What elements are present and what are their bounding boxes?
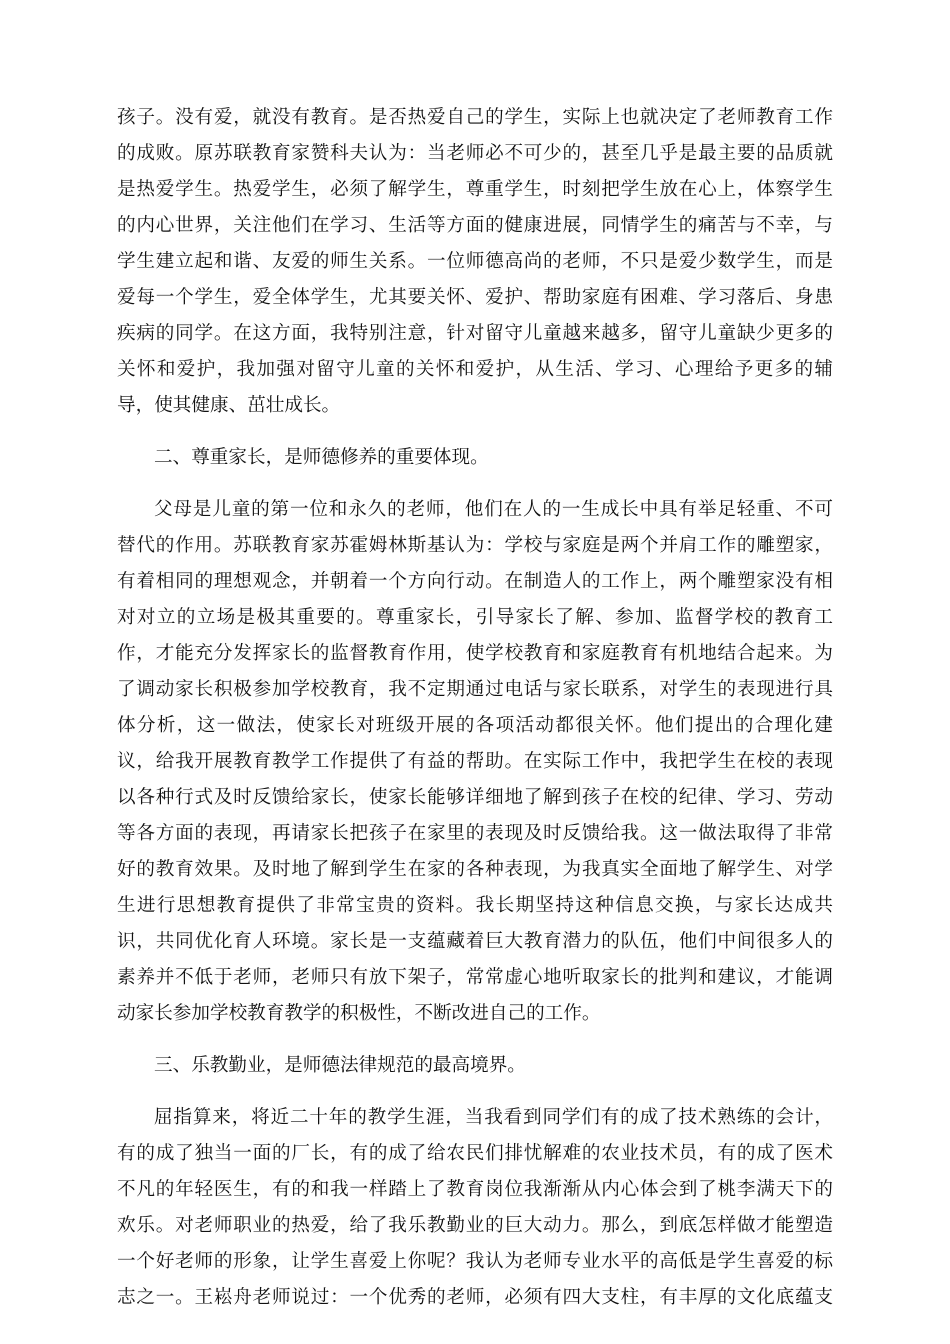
text-line: 了调动家长积极参加学校教育，我不定期通过电话与家长联系，对学生的表现进行具 bbox=[117, 679, 833, 700]
text-line: 导，使其健康、茁壮成长。 bbox=[117, 395, 341, 416]
text-line: 素养并不低于老师，老师只有放下架子，常常虚心地听取家长的批判和建议，才能调 bbox=[117, 967, 833, 988]
text-line: 父母是儿童的第一位和永久的老师，他们在人的一生成长中具有举足轻重、不可 bbox=[154, 499, 833, 520]
text-line: 替代的作用。苏联教育家苏霍姆林斯基认为：学校与家庭是两个并肩工作的雕塑家， bbox=[117, 535, 833, 556]
text-line: 不凡的年轻医生，有的和我一样踏上了教育岗位我渐渐从内心体会到了桃李满天下的 bbox=[117, 1179, 833, 1200]
text-line: 好的教育效果。及时地了解到学生在家的各种表现，为我真实全面地了解学生、对学 bbox=[117, 859, 833, 880]
paragraph-gap bbox=[117, 1084, 833, 1100]
heading-line: 三、乐教勤业，是师德法律规范的最高境界。 bbox=[154, 1055, 526, 1076]
text-line: 志之一。王崧舟老师说过：一个优秀的老师，必须有四大支柱，有丰厚的文化底蕴支 bbox=[117, 1287, 833, 1308]
document-body bbox=[117, 100, 833, 1316]
text-line: 识，共同优化育人环境。家长是一支蕴藏着巨大教育潜力的队伍，他们中间很多人的 bbox=[117, 931, 833, 952]
text-line: 以各种行式及时反馈给家长，使家长能够详细地了解到孩子在校的纪律、学习、劳动 bbox=[117, 787, 833, 808]
text-line: 动家长参加学校教育教学的积极性，不断改进自己的工作。 bbox=[117, 1003, 601, 1024]
text-line: 对对立的立场是极其重要的。尊重家长，引导家长了解、参加、监督学校的教育工 bbox=[117, 607, 833, 628]
paragraph-parents bbox=[117, 492, 833, 1032]
text-line: 体分析，这一做法，使家长对班级开展的各项活动都很关怀。他们提出的合理化建 bbox=[117, 715, 833, 736]
heading-line: 二、尊重家长，是师德修养的重要体现。 bbox=[154, 447, 489, 468]
paragraph-gap bbox=[117, 1032, 833, 1048]
text-line: 疾病的同学。在这方面，我特别注意，针对留守儿童越来越多，留守儿童缺少更多的 bbox=[117, 323, 833, 344]
text-line: 一个好老师的形象，让学生喜爱上你呢？我认为老师专业水平的高低是学生喜爱的标 bbox=[117, 1251, 833, 1272]
text-line: 关怀和爱护，我加强对留守儿童的关怀和爱护，从生活、学习、心理给予更多的辅 bbox=[117, 359, 833, 380]
paragraph-gap bbox=[117, 476, 833, 492]
text-line: 作，才能充分发挥家长的监督教育作用，使学校教育和家庭教育有机地结合起来。为 bbox=[117, 643, 833, 664]
text-line: 有着相同的理想观念，并朝着一个方向行动。在制造人的工作上，两个雕塑家没有相 bbox=[117, 571, 833, 592]
text-line: 欢乐。对老师职业的热爱，给了我乐教勤业的巨大动力。那么，到底怎样做才能塑造 bbox=[117, 1215, 833, 1236]
text-line: 学生建立起和谐、友爱的师生关系。一位师德高尚的老师，不只是爱少数学生，而是 bbox=[117, 251, 833, 272]
text-line: 有的成了独当一面的厂长，有的成了给农民们排忧解难的农业技术员，有的成了医术 bbox=[117, 1143, 833, 1164]
paragraph-teaching-career bbox=[117, 1100, 833, 1316]
text-line: 孩子。没有爱，就没有教育。是否热爱自己的学生，实际上也就决定了老师教育工作 bbox=[117, 107, 833, 128]
paragraph-gap bbox=[117, 424, 833, 440]
text-line: 屈指算来，将近二十年的教学生涯，当我看到同学们有的成了技术熟练的会计， bbox=[154, 1107, 833, 1128]
text-line: 爱每一个学生，爱全体学生，尤其要关怀、爱护、帮助家庭有困难、学习落后、身患 bbox=[117, 287, 833, 308]
text-line: 议，给我开展教育教学工作提供了有益的帮助。在实际工作中，我把学生在校的表现 bbox=[117, 751, 833, 772]
section-heading-dedication bbox=[117, 1048, 833, 1084]
text-line: 是热爱学生。热爱学生，必须了解学生，尊重学生，时刻把学生放在心上，体察学生 bbox=[117, 179, 833, 200]
text-line: 的内心世界，关注他们在学习、生活等方面的健康进展，同情学生的痛苦与不幸，与 bbox=[117, 215, 833, 236]
text-line: 等各方面的表现，再请家长把孩子在家里的表现及时反馈给我。这一做法取得了非常 bbox=[117, 823, 833, 844]
text-line: 生进行思想教育提供了非常宝贵的资料。我长期坚持这种信息交换，与家长达成共 bbox=[117, 895, 833, 916]
paragraph-love-students bbox=[117, 100, 833, 424]
section-heading-respect-parents bbox=[117, 440, 833, 476]
text-line: 的成败。原苏联教育家赞科夫认为：当老师必不可少的，甚至几乎是最主要的品质就 bbox=[117, 143, 833, 164]
